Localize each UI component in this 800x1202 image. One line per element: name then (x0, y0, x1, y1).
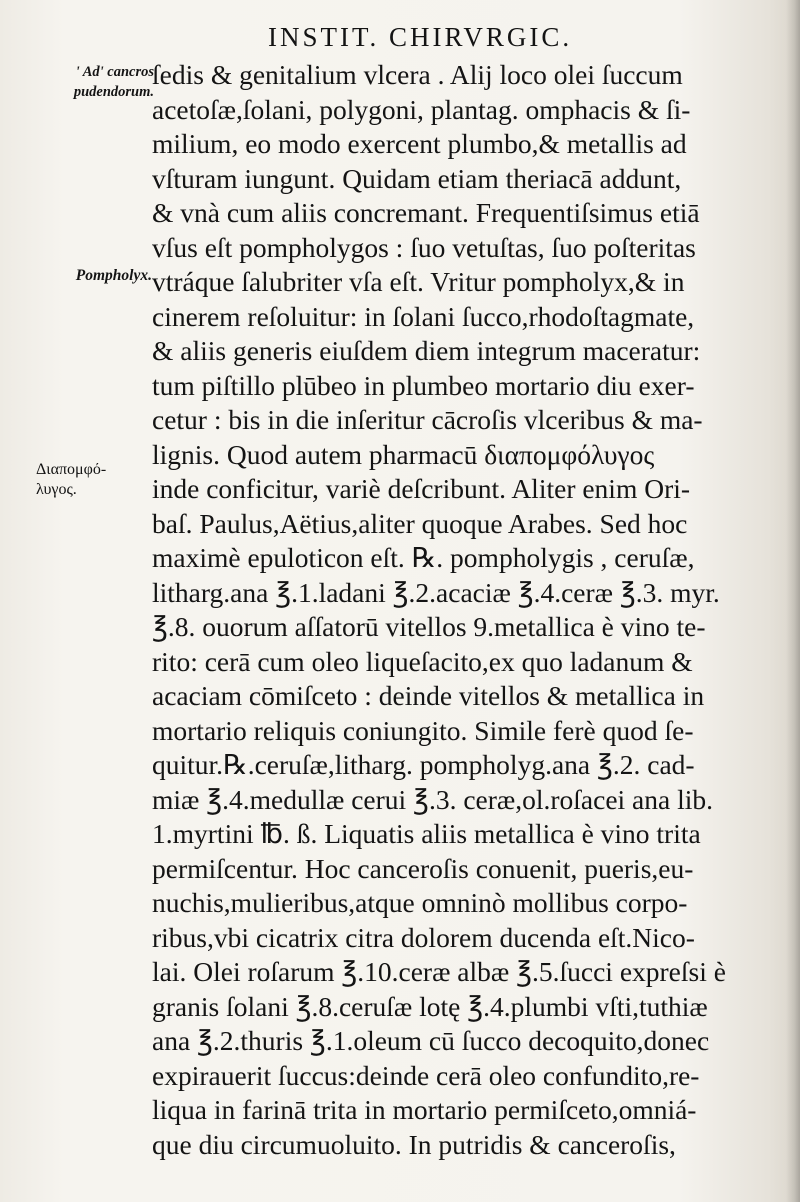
text-line: vſus eſt pompholygos : ſuo vetuſtas, ſuo poſteritas (152, 231, 696, 263)
text-line: cetur : bis in die inſeritur cācroſis vlceribus & ma- (152, 404, 703, 435)
text-line: ℥.8. ouorum aſſatorū vitellos 9.metallica è vino te- (152, 611, 706, 642)
text-line: acetoſæ,ſolani, polygoni, plantag. omphacis & ſi- (152, 93, 691, 125)
margin-note-line: pudendorum. (73, 84, 154, 100)
text-line: litharg.ana ℥.1.ladani ℥.2.acaciæ ℥.4.ceræ ℥.3. myr. (152, 576, 720, 608)
text-line: liqua in farinā trita in mortario permiſceto,omniá- (152, 1094, 697, 1125)
text-line: permiſcentur. Hoc canceroſis conuenit, pueris,eu- (152, 852, 694, 884)
margin-note-pompholyx (14, 266, 152, 286)
margin-note-cancros (8, 62, 154, 102)
text-line: acaciam cōmiſceto : deinde vitellos & metallica in (152, 680, 705, 711)
text-line: lignis. Quod autem pharmacū διαπομφόλυγος (152, 438, 655, 470)
text-line: vtráque ſalubriter vſa eſt. Vritur pompholyx,& in (152, 266, 685, 297)
text-line: granis ſolani ℥.8.ceruſæ lotę ℥.4.plumbi vſti,tuthiæ (152, 990, 708, 1022)
main-text-block (152, 58, 742, 1162)
text-line: & vnà cum aliis concremant. Frequentiſsimus etiā (152, 197, 700, 228)
text-line: maximè epuloticon eſt. ℞. pompholygis , ceruſæ, (152, 542, 695, 573)
text-line: tum piſtillo plūbeo in plumbeo mortario diu exer- (152, 369, 695, 401)
text-line: baſ. Paulus,Aëtius,aliter quoque Arabes. Sed hoc (152, 507, 688, 539)
text-line: vſturam iungunt. Quidam etiam theriacā addunt, (152, 162, 682, 194)
text-line: ana ℥.2.thuris ℥.1.oleum cū ſucco decoquito,donec (152, 1025, 710, 1056)
text-line: & aliis generis eiuſdem diem integrum maceratur: (152, 335, 701, 366)
text-line: rito: cerā cum oleo liqueſacito,ex quo ladanum & (152, 645, 693, 677)
text-line: cinerem reſoluitur: in ſolani ſucco,rhodoſtagmate, (152, 300, 695, 332)
text-line: milium, eo modo exercent plumbo,& metallis ad (152, 128, 687, 159)
text-line: ribus,vbi cicatrix citra dolorem ducenda eſt.Nico- (152, 921, 695, 953)
text-line: expirauerit ſuccus:deinde cerā oleo confundito,re- (152, 1059, 700, 1091)
margin-note-line: λυγος. (36, 481, 77, 498)
page-edge-shadow (786, 0, 800, 1202)
text-line: miæ ℥.4.medullæ cerui ℥.3. ceræ,ol.roſacei ana lib. (152, 783, 713, 815)
margin-note-line: Διαπομφό- (36, 461, 107, 478)
margin-note-greek (6, 460, 152, 500)
text-line: nuchis,mulieribus,atque omninò mollibus corpo- (152, 887, 688, 918)
margin-note-line: ' Ad' cancros (75, 64, 154, 80)
text-line: ſedis & genitalium vlcera . Alij loco olei ſuccum (152, 59, 683, 90)
text-line: lai. Olei roſarum ℥.10.ceræ albæ ℥.5.ſucci expreſsi è (152, 956, 726, 987)
running-header: INSTIT. CHIRVRGIC. (268, 22, 573, 52)
margin-note-line: Pompholyx. (75, 267, 152, 284)
text-line: mortario reliquis coniungito. Simile ferè quod ſe- (152, 714, 694, 746)
text-line: que diu circumuoluito. In putridis & canceroſis, (152, 1128, 676, 1160)
text-line: quitur.℞.ceruſæ,litharg. pompholyg.ana ℥.2. cad- (152, 749, 695, 780)
text-line: inde conficitur, variè deſcribunt. Aliter enim Ori- (152, 473, 691, 504)
text-line: 1.myrtini ℔. ß. Liquatis aliis metallica è vino trita (152, 818, 701, 849)
